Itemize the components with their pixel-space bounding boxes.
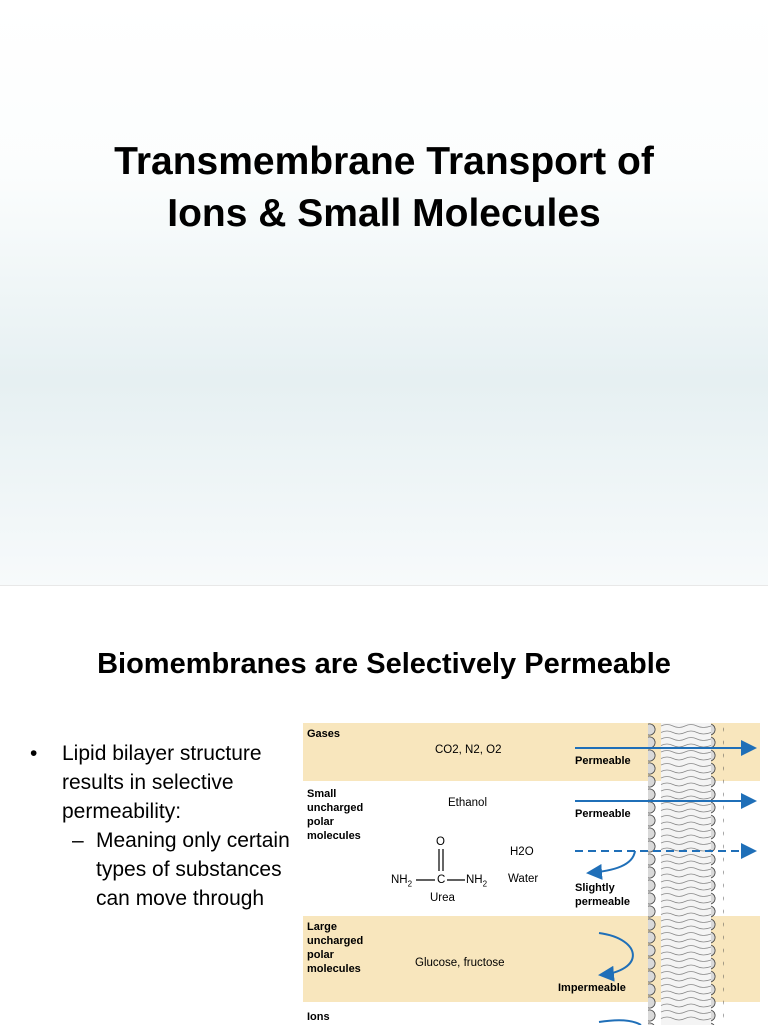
urea-label: Urea xyxy=(430,892,455,904)
permeable-label-ethanol: Permeable xyxy=(575,808,631,820)
slide-title xyxy=(0,136,768,240)
lipid-bilayer xyxy=(648,723,724,1025)
category-small-polar: Small uncharged polar molecules xyxy=(307,788,364,842)
urea-nh2-left: $NH_2$ xyxy=(391,874,413,889)
dash-icon: – xyxy=(72,829,84,852)
title-line-2: Ions & Small Molecules xyxy=(167,192,601,235)
impermeable-label: Impermeable xyxy=(558,982,626,994)
bullet-dot-icon: • xyxy=(30,742,38,765)
category-gases: Gases xyxy=(307,728,341,740)
ethanol-label: Ethanol xyxy=(448,797,488,809)
category-large-polar: Large uncharged polar molecules xyxy=(307,921,364,975)
ion-arrow xyxy=(599,1020,641,1025)
slightly-label: Slightly xyxy=(575,882,615,894)
content-slide xyxy=(0,585,768,1025)
glucose-label: Glucose, fructose xyxy=(415,957,505,969)
bullet-text: Lipid bilayer structure results in selective permeability: xyxy=(62,742,262,823)
water-return-arrow xyxy=(588,851,635,873)
bullet-list xyxy=(30,739,295,913)
permeable-label-gases: Permeable xyxy=(575,755,631,767)
urea-oxygen: O xyxy=(436,836,445,848)
bullet-item xyxy=(30,739,295,826)
permeability-figure xyxy=(303,723,760,1025)
water-formula: H2O xyxy=(510,846,534,858)
gases-formula: CO2, N2, O2 xyxy=(435,744,502,756)
sub-bullet-text: Meaning only certain types of substances can move through xyxy=(96,829,290,910)
urea-nh2-right: $NH_2$ xyxy=(466,874,488,889)
category-ions: Ions xyxy=(307,1011,330,1023)
slightly-permeable-label: permeable xyxy=(575,896,631,908)
urea-carbon: C xyxy=(437,874,446,886)
water-label: Water xyxy=(508,873,539,885)
title-line-1: Transmembrane Transport of xyxy=(114,140,654,183)
sub-bullet-item xyxy=(30,826,295,913)
glucose-return-arrow xyxy=(599,933,633,975)
slide-heading: Biomembranes are Selectively Permeable xyxy=(97,648,671,680)
